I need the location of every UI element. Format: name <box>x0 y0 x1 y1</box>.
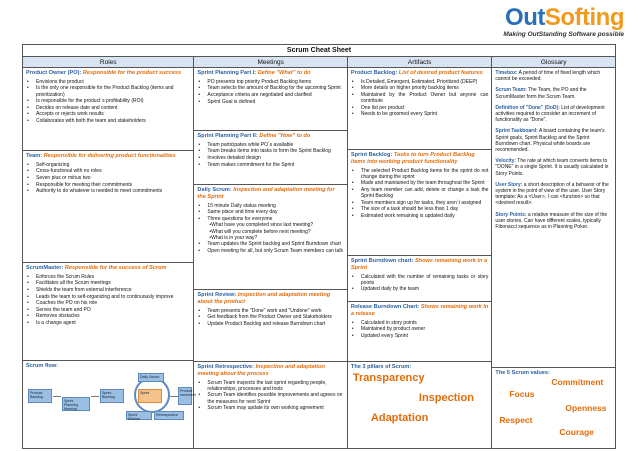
list-item: • Team participates while PO´s available <box>197 142 343 148</box>
list-item: • Scrum Team identifies possible improvements and agrees on the measures for next Sprint <box>197 392 343 404</box>
meetings-column <box>194 68 347 448</box>
value-commitment: Commitment <box>551 376 604 387</box>
sheet-title: Scrum Cheat Sheet <box>23 45 615 57</box>
flow-box-sprint: Sprint <box>138 389 162 403</box>
list-item: • Involves detailed design <box>197 155 343 161</box>
sprint-backlog-section: Sprint Backlog: Tasks to turn Product Backlog items into working product functionality • The selected Product Backlog items for the sprint do not change during the sprint • Made and maintained by the team throughout the Sprint • Any team member can add, delete or change a task the Sprint Backlog • Team members sign up for tasks, they aren´t assigned • The size of a task should be less than 1 day • Estimated work remaining is updated daily <box>348 150 492 256</box>
list-item: • Maintained by product owner <box>351 326 489 332</box>
column-header-roles: Roles <box>23 57 194 67</box>
logo-wordmark: OutSofting <box>505 4 624 31</box>
list-item: • Enforces the Scrum Rules <box>26 274 190 280</box>
list-item: • Cross-functional with no roles <box>26 168 190 174</box>
list-item: • Decides on release date and content <box>26 105 190 111</box>
release-burndown-section: Release Burndown Chart: Shows remaining work in a release • Calculated in story points • Maintained by product owner • Updated every Sprint <box>348 302 492 362</box>
sprint-planning-2-section: Sprint Planning Part II: Define "How" to do • Team participates while PO´s available • Team breaks items into tasks to form the Sprint Backlog • Involves detailed design • Team makes commitment for the Sprint <box>194 131 346 185</box>
glossary-entry: User Story: a short description of a behavior of the system in the point of view of the user. User Story template: As a <User>, I can <function> so that <desired result>. <box>495 181 609 207</box>
list-item: • Responsible for meeting their commitments <box>26 182 190 188</box>
list-item: • Authority to do whatever is needed to meet commitments <box>26 188 190 194</box>
pillar-inspection: Inspection <box>418 391 474 404</box>
flow-box-product-increment: Product Increment <box>178 387 192 405</box>
logo-tagline: Making OutStanding Software possible <box>503 31 624 38</box>
flow-box-sprint-planning: Sprint Planning Meeting <box>62 397 90 411</box>
value-courage: Courage <box>559 426 594 437</box>
pillars-words <box>351 373 489 439</box>
list-item: • Is the only one responsible for the Product Backlog (items and prioritization) <box>26 85 190 97</box>
daily-scrum-section: Daily Scrum: Inspection and adaptation meeting for the Sprint • 15 minute Daily status meeting • Same place and time every day • Three questions for everyone •What have you completed since last meeting? •What will you complete before next meeting? •What is in your way? • Team updates the Sprint backlog and Sprint Burndown chart • Open meeting for all, but only Scrum Team members can talk <box>194 185 346 290</box>
list-item: • Estimated work remaining is updated daily <box>351 213 489 219</box>
daily-question: •What have you completed since last meeting? <box>209 222 314 229</box>
list-item: • Update Product Backlog and release Burndown chart <box>197 321 343 327</box>
scrum-values-section: The 5 Scrum values: Commitment Focus Openness Respect Courage <box>492 368 615 448</box>
list-item: • Leads the team to self-organizing and to continuously improve <box>26 294 190 300</box>
list-item: • Team members sign up for tasks, they aren´t assigned <box>351 200 489 206</box>
values-words <box>495 376 612 445</box>
list-item: • Needs to be groomed every Sprint <box>351 111 489 117</box>
list-item: • Scrum Team may update its own working agreement <box>197 405 343 411</box>
value-focus: Focus <box>509 388 535 399</box>
flow-box-daily-scrum: Daily Scrum <box>138 373 164 382</box>
column-header-meetings: Meetings <box>194 57 347 67</box>
scrum-flow-section: Scrum flow: Product Backlog Sprint Planning Meeting Sprint Backlog Sprint Daily Scrum Sprint Review Retrospective Product Increment <box>23 361 193 448</box>
pillar-transparency: Transparency <box>352 371 425 384</box>
sprint-burndown-section: Sprint Burndown chart: Shows remaining work in a Sprint • Calculated with the number of remaining tasks or story points • Updated daily by the team <box>348 256 492 302</box>
flow-box-sprint-backlog: Sprint Backlog <box>100 389 124 403</box>
flow-box-sprint-review: Sprint Review <box>126 411 152 420</box>
glossary-entry: Scrum Team: The Team, the PO and the ScrumMaster form the Scrum Team. <box>495 87 587 100</box>
list-item: • The size of a task should be less than 1 day <box>351 206 489 212</box>
list-item: • More details on higher priority backlog items <box>351 85 489 91</box>
glossary-column <box>492 68 615 448</box>
list-item: • Team selects the amount of Backlog for the upcoming Sprint <box>197 85 343 91</box>
list-item: • The selected Product Backlog items for the sprint do not change during the sprint <box>351 168 489 180</box>
list-item: • Collaborates with both the team and stakeholders <box>26 118 190 124</box>
cheat-sheet <box>22 44 616 449</box>
flow-box-product-backlog: Product Backlog <box>28 389 52 403</box>
column-header-glossary: Glossary <box>540 59 567 66</box>
column-header-artifacts: Artifacts <box>348 57 493 67</box>
list-item: • One list per product <box>351 105 489 111</box>
list-item: • Made and maintained by the team throughout the Sprint <box>351 180 489 186</box>
list-item: • Updated every Sprint <box>351 333 489 339</box>
list-item: • Accepts or rejects work results <box>26 111 190 117</box>
glossary-entry: Timebox: A period of time of fixed length which cannot be exceeded. <box>495 70 601 83</box>
scrum-pillars-section: The 3 pillars of Scrum: Transparency Inspection Adaptation <box>348 362 492 448</box>
glossary-entry: Sprint Taskboard: A board containing the team's Sprint goals, Sprint Backlog and the Sprint Burndown chart. Physical white boards are recommended. <box>495 128 605 154</box>
sprint-planning-1-section: Sprint Planning Part I: Define "What" to do • PO presents top priority Product Backlog items • Team selects the amount of Backlog for the upcoming Sprint • Acceptance criteria are negotiated and clarified • Sprint Goal is defined <box>194 68 346 131</box>
column-headers <box>23 57 615 68</box>
daily-question: •What will you complete before next meeting? <box>209 228 311 235</box>
list-item: • Any team member can add, delete or change a task the Sprint Backlog <box>351 187 489 199</box>
company-logo <box>474 6 624 40</box>
list-item: • Team makes commitment for the Sprint <box>197 162 343 168</box>
value-openness: Openness <box>565 402 607 413</box>
scrum-flow-diagram <box>26 373 196 425</box>
flow-box-retrospective: Retrospective <box>154 411 184 420</box>
list-item: • PO presents top priority Product Backlog items <box>197 79 343 85</box>
list-item: • Is responsible for the product´s profitability (ROI) <box>26 98 190 104</box>
artifacts-column <box>348 68 493 448</box>
list-item: • Maintained by the Product Owner but anyone can contribute <box>351 92 489 104</box>
list-item: • 15 minute Daily status meeting <box>197 203 343 209</box>
list-item: • Facilitates all the Scrum meetings <box>26 280 190 286</box>
list-item: • Get feedback from the Product Owner and Stakeholders <box>197 314 343 320</box>
list-item: • Team presents the "Done" work and "Undone" work <box>197 308 343 314</box>
team-section: Team: Responsible for delivering product functionalities • Self-organizing • Cross-functional with no roles • Seven plus or minus two • Responsible for meeting their commitments • Authority to do whatever is needed to meet commitments <box>23 151 193 263</box>
list-item: • Sprint Goal is defined <box>197 99 343 105</box>
list-item: • Coaches the PO on his role <box>26 300 190 306</box>
list-item: • Open meeting for all, but only Scrum Team members can talk <box>197 248 343 254</box>
daily-question: •What is in your way? <box>209 234 258 241</box>
list-item: • Scrum Team inspects the last sprint regarding people, relationships, processes and tools <box>197 380 343 392</box>
list-item: • Acceptance criteria are negotiated and clarified <box>197 92 343 98</box>
glossary-entry: Velocity: The rate at which team converts items to "DONE" in a single Sprint. It is usually calculated in Story Points. <box>495 158 609 177</box>
product-owner-section: Product Owner (PO): Responsible for the product success • Envisions the product • Is the only one responsible for the Product Backlog (items and prioritization) • Is responsible for the product´s profitability (ROI) • Decides on release date and content • Accepts or rejects work results • Collaborates with both the team and stakeholders <box>23 68 193 151</box>
list-item: • Envisions the product <box>26 79 190 85</box>
list-item: • Same place and time every day <box>197 209 343 215</box>
value-respect: Respect <box>499 414 533 425</box>
list-item: • Three questions for everyone <box>197 216 343 222</box>
pillar-adaptation: Adaptation <box>370 411 429 424</box>
roles-column <box>23 68 194 448</box>
list-item: • Shields the team from external interference <box>26 287 190 293</box>
list-item: • Updated daily by the team <box>351 286 489 292</box>
sprint-review-section: Sprint Review: Inspection and adaptation meeting about the product • Team presents the "Done" work and "Undone" work • Get feedback from the Product Owner and Stakeholders • Update Product Backlog and release Burndown chart <box>194 290 346 362</box>
list-item: • Removes obstacles <box>26 313 190 319</box>
glossary-entry: Story Points: a relative measure of the size of the user stories. Can have different scales, typically Fibonacci sequence as in Planning Poker. <box>495 211 608 231</box>
list-item: • Team updates the Sprint backlog and Sprint Burndown chart <box>197 241 343 247</box>
list-item: • Is a change agent <box>26 320 190 326</box>
list-item: • Serves the team and PO <box>26 307 190 313</box>
list-item: • Calculated with the number of remaining tasks or story points <box>351 274 489 286</box>
list-item: • Seven plus or minus two <box>26 175 190 181</box>
list-item: • Is Detailed, Emergent, Estimated, Prioritized (DEEP) <box>351 79 489 85</box>
sprint-retrospective-section: Sprint Retrospective: Inspection and adaptation meeting about the process • Scrum Team inspects the last sprint regarding people, relationships, processes and tools • Scrum Team identifies possible improvements and agrees on the measures for next Sprint • Scrum Team may update its own working agreement <box>194 362 346 448</box>
list-item: • Self-organizing <box>26 162 190 168</box>
scrummaster-section: ScrumMaster: Responsible for the success of Scrum • Enforces the Scrum Rules • Facilitates all the Scrum meetings • Shields the team from external interference • Leads the team to self-organizing and to continuously improve • Coaches the PO on his role • Serves the team and PO • Removes obstacles • Is a change agent <box>23 263 193 361</box>
product-backlog-section: Product Backlog: List of desired product features • Is Detailed, Emergent, Estimated, Prioritized (DEEP) • More details on higher priority backlog items • Maintained by the Product Owner but anyone can contribute • One list per product • Needs to be groomed every Sprint <box>348 68 492 150</box>
list-item: • Calculated in story points <box>351 320 489 326</box>
glossary-section <box>492 68 615 368</box>
glossary-entry: Definition of "Done" (DoD): List of development activities required to consider an increment of functionality as "Done". <box>495 104 605 124</box>
list-item: • Team breaks items into tasks to form the Sprint Backlog <box>197 148 343 154</box>
